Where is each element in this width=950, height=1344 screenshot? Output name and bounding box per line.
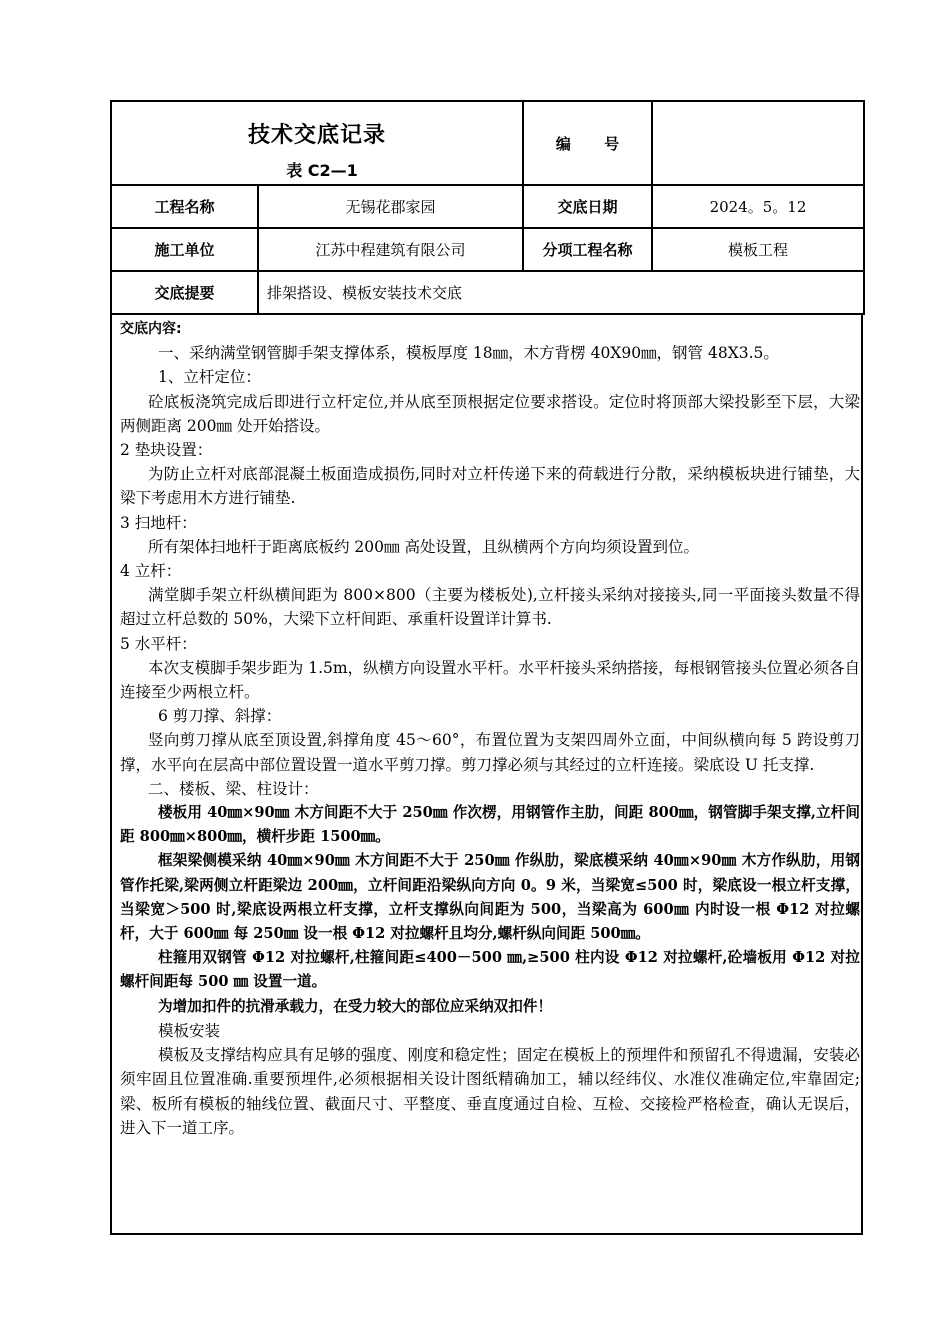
form-header-table [110, 100, 865, 315]
summary-value: 排架搭设、模板安装技术交底 [258, 271, 864, 314]
section-heading: 1、立杆定位： [158, 368, 261, 387]
content-box [110, 315, 863, 1235]
section-heading: 5 水平杆： [120, 634, 197, 653]
paragraph: 一、采纳满堂钢管脚手架支撑体系，模板厚度 18㎜，木方背楞 40X90㎜，钢管 48X3.5。 [158, 344, 779, 363]
title-cell [111, 101, 523, 185]
paragraph: 满堂脚手架立杆纵横间距为 800×800（主要为楼板处),立杆接头采纳对接接头,同一平面接头数量不得超过立杆总数的 50%，大梁下立杆间距、承重杆设置详计算书. [120, 586, 860, 629]
paragraph: 竖向剪刀撑从底至顶设置,斜撑角度 45～60°，布置位置为支架四周外立面，中间纵横向每 5 跨设剪刀撑，水平向在层高中部位置设置一道水平剪刀撑。剪刀撑必须与其经过的立杆连接。梁底设 U 托支撑. [120, 731, 860, 774]
content-text [120, 317, 860, 1140]
paragraph: 模板及支撑结构应具有足够的强度、刚度和稳定性；固定在模板上的预埋件和预留孔不得遗漏，安装必须牢固且位置准确.重要预埋件,必须根据相关设计图纸精确加工，辅以经纬仪、水准仪准确定位,牢靠固定;梁、板所有模板的轴线位置、截面尺寸、平整度、垂直度通过自检、互检、交接检严格检查，确认无误后，进入下一道工序。 [120, 1046, 860, 1137]
date-value: 2024。5。12 [652, 185, 864, 228]
subproject-label: 分项工程名称 [523, 228, 652, 271]
paragraph-bold: 为增加扣件的抗滑承载力，在受力较大的部位应采纳双扣件！ [158, 997, 553, 1015]
section-heading: 3 扫地杆： [120, 513, 197, 532]
date-label: 交底日期 [523, 185, 652, 228]
summary-label: 交底提要 [111, 271, 258, 314]
disclosure-form [110, 100, 861, 1235]
subproject-value: 模板工程 [652, 228, 864, 271]
number-label: 编 号 [523, 101, 652, 185]
contractor-value: 江苏中程建筑有限公司 [258, 228, 523, 271]
section-heading: 4 立杆： [120, 562, 182, 581]
section-heading: 2 垫块设置： [120, 441, 213, 460]
paragraph: 所有架体扫地杆于距离底板约 200㎜ 高处设置，且纵横两个方向均须设置到位。 [148, 537, 699, 556]
content-label: 交底内容: [120, 321, 182, 337]
contractor-label: 施工单位 [111, 228, 258, 271]
paragraph: 砼底板浇筑完成后即进行立杆定位,并从底至顶根据定位要求搭设。定位时将顶部大梁投影至下层，大梁两侧距离 200㎜ 处开始搭设。 [120, 392, 860, 435]
section-heading: 6 剪刀撑、斜撑： [158, 707, 282, 726]
paragraph-bold: 柱箍用双钢管 Φ12 对拉螺杆,柱箍间距≤400－500 ㎜,≥500 柱内设 Φ12 对拉螺杆,砼墙板用 Φ12 对拉螺杆间距每 500 ㎜ 设置一道。 [120, 949, 860, 991]
paragraph: 为防止立杆对底部混凝土板面造成损伤,同时对立杆传递下来的荷载进行分散，采纳模板块进行铺垫，大梁下考虑用木方进行铺垫. [120, 465, 860, 508]
form-title: 技术交底记录 [247, 123, 386, 148]
paragraph-bold: 楼板用 40㎜×90㎜ 木方间距不大于 250㎜ 作次楞，用钢管作主肋，间距 800㎜，钢管脚手架支撑,立杆间距 800㎜×800㎜，横杆步距 1500㎜。 [120, 804, 860, 846]
form-subtitle: 表 C2—1 [286, 161, 358, 180]
project-name-value: 无锡花郡家园 [258, 185, 523, 228]
section-heading: 二、楼板、梁、柱设计： [148, 779, 319, 798]
paragraph: 本次支模脚手架步距为 1.5m，纵横方向设置水平杆。水平杆接头采纳搭接，每根钢管接头位置必须各自连接至少两根立杆。 [120, 658, 860, 702]
number-value [652, 101, 864, 185]
paragraph-bold: 框架梁侧模采纳 40㎜×90㎜ 木方间距不大于 250㎜ 作纵肋，梁底模采纳 40㎜×90㎜ 木方作纵肋，用钢管作托梁,梁两侧立杆距梁边 200㎜，立杆间距沿梁纵向方向 0。9 米，当梁宽≤500 时，梁底设一根立杆支撑，当梁宽＞500 时,梁底设两根立杆支撑，立杆支撑纵向间距为 500，当梁高为 600㎜ 内时设一根 Φ12 对拉螺杆，大于 600㎜ 每 250㎜ 设一根 Φ12 对拉螺杆且均分,螺杆纵向间距 500㎜。 [120, 852, 860, 943]
section-heading: 模板安装 [158, 1021, 221, 1040]
project-name-label: 工程名称 [111, 185, 258, 228]
